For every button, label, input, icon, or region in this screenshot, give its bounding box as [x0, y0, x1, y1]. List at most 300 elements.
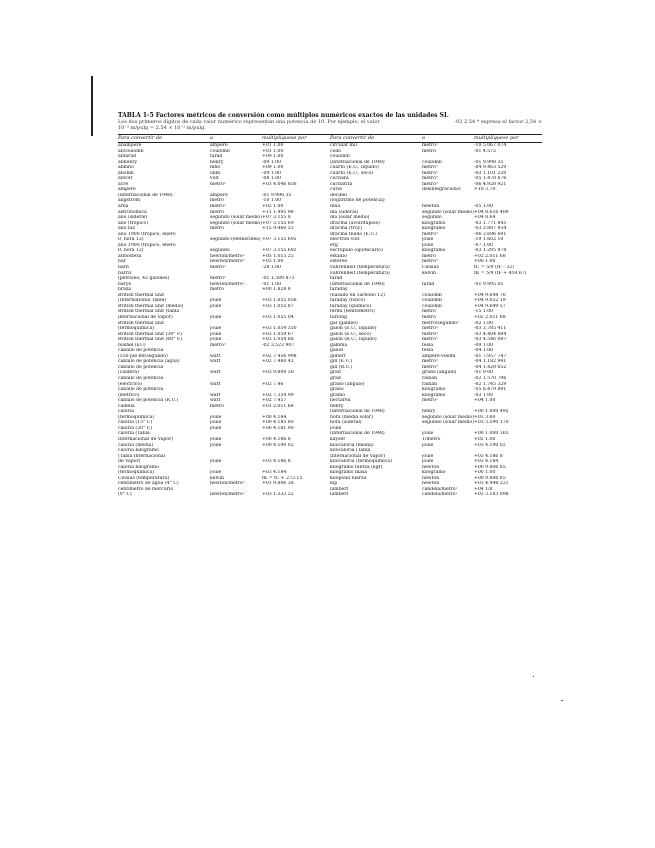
cell-convert-to: watt: [210, 392, 221, 398]
cell-multiplier: -01 1.00: [262, 281, 282, 287]
cell-convert-to: newton: [422, 481, 440, 487]
cell-convert-from: caballo de potencia (agua): [118, 359, 180, 365]
cell-convert-from: cuchara: [330, 176, 349, 182]
cell-convert-to: joule: [422, 453, 434, 459]
cell-convert-to: ampere-vuelta: [422, 353, 456, 359]
cell-convert-from: (eléctrico): [118, 381, 142, 387]
cell-multiplier: -05 6.479 891: [474, 387, 507, 393]
cell-convert-from: abvolt: [118, 176, 133, 182]
cell-convert-from: kilocaloría (termoquímica): [330, 459, 392, 465]
cell-convert-to: volt: [210, 176, 219, 182]
cell-convert-to: metro: [210, 209, 224, 215]
cell-convert-to: metro²: [210, 181, 226, 187]
cell-convert-from: ampere: [118, 187, 136, 193]
cell-convert-to: mho: [210, 165, 221, 171]
cell-convert-from: galón (E.U., seco): [330, 331, 371, 337]
cell-convert-from: electrón volt: [330, 237, 360, 243]
cell-convert-to: metro²: [210, 204, 226, 210]
cell-convert-from: angstrom: [118, 198, 141, 204]
cell-convert-to: metro³: [422, 337, 438, 343]
cell-convert-from: (550 pie-lbf/segundo): [118, 353, 168, 359]
cell-convert-from: (internacional de 1948): [330, 409, 385, 415]
header-to: a: [422, 135, 425, 141]
right-column: [330, 143, 542, 498]
cell-convert-from: grano: [330, 387, 344, 393]
cell-convert-to: joule: [210, 314, 222, 320]
cell-convert-to: candela/metro²: [422, 486, 458, 492]
header-multiply: multiplíquese por: [262, 135, 307, 141]
cell-multiplier: -02 3.523 907: [262, 342, 295, 348]
cell-multiplier: -03 1.101 220: [474, 170, 507, 176]
cell-convert-from: atmósfera: [118, 253, 142, 259]
cell-convert-from: (internacional de 1948): [330, 281, 385, 287]
column-headers: [118, 135, 542, 143]
cell-convert-to: tesla: [422, 348, 434, 354]
cell-convert-to: metro³: [422, 326, 438, 332]
cell-convert-to: metro³: [210, 342, 226, 348]
cell-convert-from: dracma fluido (E.U.): [330, 231, 377, 237]
cell-convert-to: segundo (solar medio): [422, 414, 474, 420]
cell-convert-from: dracma (troy): [330, 226, 362, 232]
cell-convert-to: watt: [210, 353, 221, 359]
cell-convert-from: caloría kilogramo: [118, 464, 159, 470]
cell-convert-to: farad: [422, 281, 435, 287]
cell-convert-from: kilogramo masa: [330, 470, 368, 476]
cell-convert-from: kilopond fuerza: [330, 475, 367, 481]
cell-convert-from: (caldera): [118, 370, 139, 376]
cell-convert-from: faraday (físico): [330, 298, 366, 304]
cell-convert-from: abampere: [118, 143, 142, 148]
cell-convert-to: candela/metro²: [422, 492, 458, 498]
cell-multiplier: +07 3.155 692: [262, 248, 297, 254]
cell-multiplier: +07 3.155 69: [262, 220, 294, 226]
cell-convert-from: caloría (15° C): [118, 420, 153, 426]
cell-convert-from: (internacional de 1948): [118, 192, 173, 198]
cell-convert-from: hectárea: [330, 398, 351, 404]
cell-multiplier: tK = 5/9 (tF + 459.67): [474, 270, 527, 276]
cell-convert-from: faraday (químico): [330, 303, 372, 309]
cell-convert-from: centímetro de mercurio: [118, 486, 174, 492]
cell-convert-from: faraday: [330, 287, 348, 293]
cell-convert-from: joule: [330, 425, 342, 431]
cell-multiplier: +00 9.806 65: [474, 475, 506, 481]
cell-convert-to: radián: [422, 381, 438, 387]
cell-multiplier: -03 4.404 884: [474, 331, 507, 337]
cell-convert-from: internacional de Vapor): [118, 314, 173, 320]
cell-convert-from: gill (R.U.): [330, 364, 353, 370]
cell-multiplier: +03 3.183 098: [474, 492, 509, 498]
cell-convert-from: (internacional de 1948): [330, 159, 385, 165]
cell-convert-from: kilocaloría (Tabla: [330, 448, 371, 454]
cell-convert-from: braza: [118, 287, 132, 293]
cell-convert-to: ampere: [210, 192, 228, 198]
cell-multiplier: +03 1.333 22: [262, 492, 294, 498]
cell-multiplier: +07 3.155 692: [262, 237, 297, 243]
cell-multiplier: -01 1.589 873: [262, 276, 295, 282]
cell-convert-to: joule: [210, 337, 222, 343]
cell-convert-from: caballo de potencia: [118, 387, 164, 393]
cell-multiplier: -02 1.00: [474, 320, 494, 326]
cell-convert-from: caballo de potencia: [118, 375, 164, 381]
cell-multiplier: +03 1.055 87: [262, 303, 294, 309]
cell-convert-to: metro²: [422, 398, 438, 404]
cell-convert-to: metro³: [422, 331, 438, 337]
cell-multiplier: +09 1.00: [262, 165, 284, 171]
cell-convert-from: caloría (20° C): [118, 425, 153, 431]
cell-convert-to: watt: [210, 359, 221, 365]
cell-convert-to: radián: [422, 375, 438, 381]
cell-convert-from: (termoquímica): [118, 414, 154, 420]
cell-convert-to: tesla: [422, 342, 434, 348]
cell-convert-to: joule: [422, 459, 434, 465]
cell-multiplier: -03 1.771 845: [474, 220, 507, 226]
cell-convert-from: hora (media solar): [330, 414, 373, 420]
cell-convert-from: British thermal unit: [118, 320, 165, 326]
cell-convert-to: newton/metro²: [210, 281, 245, 287]
cell-convert-to: newton/metro²: [210, 481, 245, 487]
cell-convert-from: farad: [330, 276, 343, 282]
cell-multiplier: +04 8.64: [474, 215, 496, 221]
cell-convert-to: henry: [210, 159, 224, 165]
cell-multiplier: +04 9.648 70: [474, 292, 506, 298]
cell-multiplier: +02 7.460 43: [262, 359, 294, 365]
cell-multiplier: +04 1.00: [474, 398, 496, 404]
cell-multiplier: +03 4.186 8: [262, 459, 291, 465]
cell-convert-to: Celsius: [422, 265, 439, 271]
cell-convert-from: estadio: [330, 253, 347, 259]
cell-multiplier: -01 9.998 35: [262, 192, 292, 198]
cell-convert-to: watt: [210, 381, 221, 387]
cell-convert-from: área: [118, 204, 129, 210]
cell-multiplier: +07 3.155 8: [262, 215, 291, 221]
cell-convert-from: Fahrenheit (temperatura): [330, 265, 390, 271]
cell-convert-from: día (sideral): [330, 209, 359, 215]
cell-convert-from: British thermal unit (medio): [118, 303, 184, 309]
cell-convert-from: (logaritmo de potencia): [330, 198, 385, 204]
cell-multiplier: +01 1.00: [262, 148, 284, 154]
cell-convert-from: (0° C): [118, 492, 132, 498]
cell-multiplier: +03 1.059 67: [262, 331, 294, 337]
cell-convert-from: de Vapor): [118, 459, 141, 465]
cell-convert-from: caballo de potencia: [118, 364, 164, 370]
cell-multiplier: +04 8.616 409: [474, 209, 509, 215]
caption-line-1: Los dos primeros dígitos de cada valor numérico representan una potencia de 10. Por ejemplo, el valor: [118, 119, 380, 125]
cell-convert-to: metro³: [422, 181, 438, 187]
cell-multiplier: -03 3.785 411: [474, 326, 507, 332]
cell-convert-from: kilocaloría (media): [330, 442, 374, 448]
cell-multiplier: -04 1.420 652: [474, 364, 507, 370]
cell-convert-to: metro: [422, 148, 436, 154]
cell-convert-from: caballo de potencia: [118, 348, 164, 354]
cell-convert-to: coulomb: [422, 298, 442, 304]
cell-convert-to: metro³: [422, 231, 438, 237]
cell-convert-to: metro²: [210, 265, 226, 271]
cell-convert-from: galón (R.U., líquido): [330, 337, 377, 343]
cell-multiplier: -08 1.00: [262, 176, 282, 182]
cell-multiplier: +03 9.809 50: [262, 370, 294, 376]
table-body: [118, 143, 542, 498]
cell-multiplier: -01 4.572: [474, 148, 497, 154]
cell-convert-from: caloría (Tabla: [118, 431, 150, 437]
cell-multiplier: +11 1.495 98: [262, 209, 294, 215]
cell-multiplier: +01 9.806 38: [262, 481, 294, 487]
cell-multiplier: +00 4.190 02: [262, 442, 294, 448]
cell-convert-to: metro: [210, 403, 224, 409]
cell-multiplier: +05 1.013 25: [262, 253, 294, 259]
cell-multiplier: -19 1.602 10: [474, 237, 504, 243]
cell-convert-from: codo: [330, 148, 342, 154]
cell-convert-to: coulomb: [210, 148, 230, 154]
cell-multiplier: +02 2.011 68: [474, 253, 506, 259]
cell-multiplier: +03 4.046 856: [262, 181, 297, 187]
cell-convert-to: joule: [210, 326, 222, 332]
cell-multiplier: +02 1.00: [262, 204, 284, 210]
cell-convert-to: metro³: [422, 176, 438, 182]
cell-convert-from: (internacional de 1948): [330, 431, 385, 437]
cell-multiplier: +09 1.00: [262, 154, 284, 160]
cell-convert-from: (termoquímica): [118, 326, 154, 332]
cell-multiplier: +02 7.457: [262, 398, 287, 404]
cell-convert-to: kilogramo: [422, 387, 446, 393]
cell-multiplier: -09 1.00: [262, 159, 282, 165]
table-title: TABLA 1-5 Factores métricos de conversión como múltiplos numéricos exactos de las unidades SI.: [118, 112, 449, 119]
cell-multiplier: +04 9.649 57: [474, 303, 506, 309]
cell-convert-to: joule: [210, 420, 222, 426]
cell-convert-to: newton/metro²: [210, 259, 245, 265]
cell-convert-from: furlong: [330, 314, 347, 320]
cell-multiplier: -03 3.887 934: [474, 226, 507, 232]
cell-convert-to: ohm: [210, 170, 221, 176]
cell-convert-to: watt: [210, 398, 221, 404]
cell-convert-to: joule: [210, 303, 222, 309]
cell-convert-from: coulomb: [330, 154, 350, 160]
cell-multiplier: -01 9.00: [474, 370, 494, 376]
cell-convert-from: erg: [330, 242, 338, 248]
cell-multiplier: +15 9.460 55: [262, 226, 294, 232]
cell-multiplier: +00 4.181 90: [262, 425, 294, 431]
cell-convert-from: British thermal unit (tabla: [118, 309, 180, 315]
cell-convert-from: astronómica: [118, 209, 147, 215]
cell-convert-to: metro: [422, 314, 436, 320]
cell-convert-from: año (sideral): [118, 215, 148, 221]
cell-convert-to: watt: [210, 370, 221, 376]
cell-multiplier: -06 3.696 691: [474, 231, 507, 237]
cell-convert-to: henry: [422, 409, 436, 415]
cell-convert-from: gamma: [330, 342, 348, 348]
cell-convert-to: metro³: [422, 364, 438, 370]
cell-convert-to: segundo (solar medio): [210, 220, 262, 226]
cell-convert-to: kelvin: [210, 475, 224, 481]
cell-convert-to: segundo (solar medio): [422, 420, 474, 426]
cell-convert-from: British thermal unit (39° F): [118, 331, 182, 337]
cell-convert-to: newton: [422, 204, 440, 210]
header-convert: Para convertir de: [330, 135, 375, 141]
cell-convert-from: abmho: [118, 165, 134, 171]
cell-convert-to: metro³: [210, 276, 226, 282]
cell-convert-from: (basado en carbono 12): [330, 292, 385, 298]
cell-multiplier: +10 3.70: [474, 187, 496, 193]
cell-convert-to: segundo (solar medio): [422, 209, 474, 215]
cell-convert-to: metro/segundo²: [422, 320, 459, 326]
cell-convert-from: barril: [118, 270, 132, 276]
cell-convert-to: joule: [210, 425, 222, 431]
header-left: [118, 135, 330, 142]
cell-convert-from: acre: [118, 181, 129, 187]
cell-convert-from: Celsius (temperatura): [118, 475, 170, 481]
cell-convert-to: joule: [210, 436, 222, 442]
cell-multiplier: +00 1.00: [474, 259, 496, 265]
cell-convert-from: caloría: [118, 409, 134, 415]
cell-convert-to: joule: [210, 459, 222, 465]
cell-convert-from: año 1900 (trópico, enero: [118, 231, 176, 237]
cell-multiplier: +02 1.00: [474, 436, 496, 442]
cell-convert-to: coulomb: [422, 292, 442, 298]
cell-convert-to: joule: [210, 442, 222, 448]
cell-convert-from: dracma (avoirdupois): [330, 220, 380, 226]
cell-convert-from: (termoquímica): [118, 470, 154, 476]
left-column: [118, 143, 330, 498]
cell-multiplier: +00 1.000 165: [474, 431, 509, 437]
cell-convert-to: metro: [422, 253, 436, 259]
cell-convert-from: gramo: [330, 392, 345, 398]
cell-convert-to: metro²: [422, 143, 438, 148]
cell-convert-from: lambert: [330, 492, 349, 498]
cell-convert-from: grad: [330, 370, 341, 376]
cell-convert-from: estéreo: [330, 259, 348, 265]
cell-multiplier: +03 1.054 68: [262, 337, 294, 343]
margin-mark: [91, 76, 93, 136]
cell-convert-to: kilogramo: [422, 226, 446, 232]
cell-convert-from: gauss: [330, 348, 344, 354]
cell-convert-to: kilogramo: [422, 470, 446, 476]
cell-multiplier: +03 4.184: [474, 459, 499, 465]
cell-multiplier: tC = 5/9 (tF - 32): [474, 265, 514, 271]
cell-convert-from: (International Table): [118, 298, 167, 304]
cell-convert-from: (petróleo, 42 galones): [118, 276, 170, 282]
cell-convert-from: caloría (media): [118, 442, 154, 448]
cell-multiplier: +03 3.590 170: [474, 420, 509, 426]
cell-convert-from: bushel (EU): [118, 342, 146, 348]
cell-convert-from: año (trópico): [118, 220, 149, 226]
cell-convert-from: cuarto (E.U., líquido): [330, 165, 379, 171]
cell-convert-from: Internacional de Vapor): [330, 453, 386, 459]
header-right: [330, 135, 542, 142]
cell-multiplier: +01 2.011 68: [262, 403, 294, 409]
cell-convert-to: joule: [210, 414, 222, 420]
cell-convert-to: grado (ángulo): [422, 370, 457, 376]
cell-convert-from: 0, hora 12): [118, 248, 144, 254]
cell-multiplier: -05 1.00: [474, 204, 494, 210]
cell-convert-to: metro: [210, 226, 224, 232]
cell-convert-to: 1/metro: [422, 436, 441, 442]
cell-multiplier: -02 1.570 796: [474, 375, 507, 381]
cell-multiplier: -01 9.998 35: [474, 159, 504, 165]
cell-convert-from: decibel: [330, 192, 347, 198]
cell-convert-from: cuarto (E.U., seco): [330, 170, 374, 176]
cell-convert-from: kip: [330, 481, 338, 487]
cell-convert-to: joule: [422, 442, 434, 448]
cell-convert-to: kilogramo: [422, 392, 446, 398]
cell-convert-from: lambert: [330, 486, 349, 492]
cell-multiplier: -28 1.00: [262, 265, 282, 271]
cell-multiplier: +00 1.828 8: [262, 287, 291, 293]
cell-convert-to: ampere: [210, 143, 228, 148]
cell-multiplier: +03 4.190 02: [474, 442, 506, 448]
cell-convert-from: gal (galileo): [330, 320, 358, 326]
cell-convert-to: joule: [422, 431, 434, 437]
cell-convert-from: dina: [330, 204, 341, 210]
cell-convert-to: joule: [422, 237, 434, 243]
cell-multiplier: -03 4.546 087: [474, 337, 507, 343]
cell-convert-to: metro³: [422, 359, 438, 365]
cell-convert-to: kilogramo: [422, 220, 446, 226]
cell-convert-to: farad: [210, 154, 223, 160]
cell-multiplier: +03 4.184: [262, 470, 287, 476]
cell-multiplier: +03 1.055 04: [262, 314, 294, 320]
cell-multiplier: +03 4.186 8: [474, 453, 503, 459]
cell-convert-from: abhenry: [118, 159, 138, 165]
caption-example: -02 2.54 * expresa el factor 2,54 ×: [454, 119, 542, 125]
cell-convert-from: (Tabla Internacional: [118, 453, 166, 459]
cell-convert-from: centímetro de agua (4° C): [118, 481, 179, 487]
cell-convert-from: Fahrenheit (temperatura): [330, 270, 390, 276]
cell-convert-from: Internacional de Vapor): [118, 436, 174, 442]
cell-convert-to: newton: [422, 475, 440, 481]
cell-convert-to: coulomb: [422, 303, 442, 309]
cell-convert-to: joule: [210, 331, 222, 337]
cell-convert-from: kayser: [330, 436, 346, 442]
cell-convert-from: 0, hora 12): [118, 237, 144, 243]
cell-convert-from: cadena: [118, 403, 135, 409]
cell-multiplier: -03 1.00: [474, 392, 494, 398]
cell-convert-to: coulomb: [422, 159, 442, 165]
cell-convert-from: día (solar medio): [330, 215, 370, 221]
cell-convert-from: grad: [330, 375, 341, 381]
cell-multiplier: +05 1.00: [262, 259, 284, 265]
cell-convert-from: año 1900 (trópico, enero: [118, 242, 176, 248]
cell-multiplier: -04 1.00: [474, 348, 494, 354]
table-row: [330, 492, 542, 498]
table-page: [118, 112, 542, 498]
cell-convert-from: abfarad: [118, 154, 136, 160]
cell-convert-from: barn: [118, 265, 129, 271]
cell-multiplier: +01 1.00: [262, 143, 284, 148]
header-convert: Para convertir de: [118, 135, 163, 141]
cell-multiplier: +04 1/π: [474, 486, 493, 492]
cell-multiplier: +03 1.054 350: [262, 326, 297, 332]
header-multiply: multiplíquese por: [474, 135, 519, 141]
cell-multiplier: +00 1.00: [474, 470, 496, 476]
cell-convert-from: abohm: [118, 170, 134, 176]
cell-convert-from: circular mil: [330, 143, 357, 148]
scan-speck: [533, 676, 534, 677]
cell-convert-from: bar: [118, 259, 126, 265]
cell-convert-from: caballo de potencia (R.U.): [118, 398, 179, 404]
cell-multiplier: -07 1.00: [474, 242, 494, 248]
cell-convert-to: metro: [210, 198, 224, 204]
cell-convert-to: kilogramo: [422, 248, 446, 254]
cell-multiplier: +03 4.448 221: [474, 481, 509, 487]
cell-convert-to: segundo (efemérides): [210, 237, 261, 243]
cell-convert-from: curie: [330, 187, 342, 193]
cell-convert-to: joule: [422, 242, 434, 248]
cell-convert-from: escrúpulo (apotecario): [330, 248, 383, 254]
cell-convert-from: gilbert: [330, 353, 346, 359]
cell-convert-to: joule: [210, 298, 222, 304]
cell-multiplier: +02 7.354 99: [262, 392, 294, 398]
cell-multiplier: +00 1.000 495: [474, 409, 509, 415]
cell-multiplier: +02 7.46: [262, 381, 284, 387]
